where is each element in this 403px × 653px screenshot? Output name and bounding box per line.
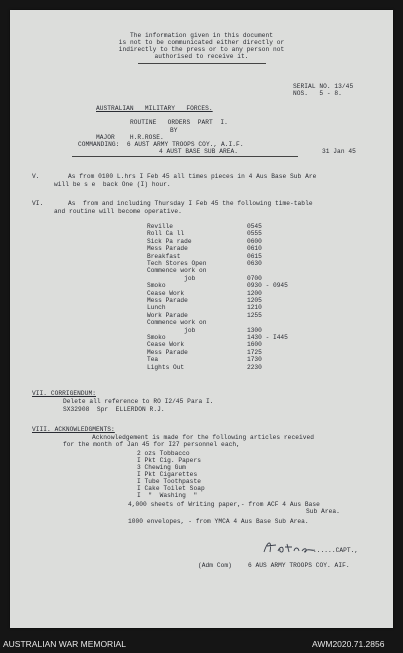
sub-area: 4 AUST BASE SUB AREA. [159, 148, 239, 155]
timetable-event: Work Parade [147, 311, 188, 319]
timetable-time: 1725 [247, 348, 262, 356]
timetable-time: 1430 - I445 [247, 334, 288, 341]
timetable-time: 0600 [247, 237, 262, 245]
order-date: 31 Jan 45 [322, 148, 356, 155]
timetable-time: 0630 [247, 260, 262, 267]
timetable-time: 1205 [247, 297, 262, 304]
timetable-event: job [147, 274, 196, 282]
item-text: and routine will become operative. [54, 208, 182, 215]
timetable-event: Mess Parade [147, 245, 188, 253]
acknowledgments-heading: VIII. ACKNOWLEDGMENTS: [32, 426, 115, 433]
ack-envelopes: 1000 envelopes, - from YMCA 4 Aus Base Sub Area. [128, 518, 309, 525]
notice-line: The information given in this document [130, 32, 273, 39]
footer-bar [0, 633, 403, 653]
timetable-time: 1300 [247, 326, 262, 334]
item-text: will be s e back One (I) hour. [54, 181, 171, 188]
timetable-event: Roll Ca ll [147, 230, 185, 238]
unit-signature: 6 AUS ARMY TROOPS COY. AIF. [248, 562, 350, 569]
timetable-event: Lunch [147, 304, 166, 312]
timetable-event: Cease Work [147, 341, 185, 349]
timetable-time: 0555 [247, 230, 262, 238]
corrigendum-line: SX32908 Spr ELLERDON R.J. [63, 406, 165, 413]
captain-signature-line: ......CAPT., [313, 547, 359, 554]
ack-article: 2 ozs Tobbacco [137, 450, 190, 457]
orders-title: ROUTINE ORDERS PART I. [130, 119, 228, 126]
adm-com: (Adm Com) [198, 562, 232, 569]
timetable-time: 0930 - 0945 [247, 282, 288, 290]
timetable-time: 0610 [247, 245, 262, 253]
timetable-event: Lights Out [147, 363, 185, 371]
timetable-event: job [147, 326, 196, 334]
ack-sheets-cont: Sub Area. [306, 508, 340, 515]
order-numbers: NOS. 5 - 8. [293, 90, 342, 97]
ack-line: Acknowledgement is made for the following articles received [92, 434, 315, 441]
timetable-event: Tech Stores Open [147, 260, 207, 267]
ack-article: I Pkt Cigarettes [137, 471, 198, 478]
timetable-event: Mess Parade [147, 297, 188, 304]
ack-article: I " Washing " [137, 492, 198, 499]
item-text: As from and including Thursday I Feb 45 the following time-table [68, 200, 313, 207]
timetable-event: Commence work on [147, 319, 207, 327]
orders-by: BY [170, 127, 178, 134]
timetable-time: 0615 [247, 252, 262, 260]
timetable-event: Sick Pa rade [147, 237, 192, 245]
timetable-time: 0545 [247, 223, 262, 230]
serial-number: SERIAL NO. 13/45 [293, 83, 354, 90]
timetable-event: Tea [147, 356, 159, 364]
item-number: V. [32, 173, 40, 180]
corrigendum-heading: VII. CORRIGENDUM: [32, 390, 96, 397]
timetable [147, 223, 347, 383]
corrigendum-line: Delete all reference to RO I2/45 Para I. [63, 398, 214, 405]
item-text: As from 0100 L.hrs I Feb 45 all times pieces in 4 Aus Base Sub Are [68, 173, 317, 180]
ack-article: I Cake Toilet Soap [137, 485, 205, 492]
commanding-unit: COMMANDING: 6 AUST ARMY TROOPS COY., A.I.F. [78, 141, 244, 148]
ack-sheets: 4,000 sheets of Writing paper,- from ACF 4 Aus Base [128, 501, 320, 508]
timetable-event: Cease Work [147, 289, 185, 297]
timetable-time: 1255 [247, 311, 262, 319]
timetable-time: 1200 [247, 289, 262, 297]
footer-source: AUSTRALIAN WAR MEMORIAL [3, 639, 126, 649]
ack-article: 3 Chewing Gum [137, 464, 186, 471]
ack-article: I Tube Toothpaste [137, 478, 201, 485]
footer-accession: AWM2020.71.2856 [312, 639, 385, 649]
timetable-time: 2230 [247, 363, 262, 371]
title-rule [72, 156, 298, 157]
timetable-event: Smoko [147, 334, 166, 341]
item-number: VI. [32, 200, 44, 207]
timetable-event: Commence work on [147, 267, 207, 275]
ack-article: I Pkt Cig. Papers [137, 457, 201, 464]
timetable-time: 0700 [247, 274, 262, 282]
notice-line: is not to be communicated either directly or [118, 39, 285, 46]
force-title: AUSTRALIAN MILITARY FORCES. [96, 105, 213, 112]
timetable-event: Reville [147, 223, 173, 230]
timetable-time: 1730 [247, 356, 262, 364]
timetable-event: Mess Parade [147, 348, 188, 356]
timetable-time: 1210 [247, 304, 262, 312]
timetable-event: Breakfast [147, 252, 181, 260]
timetable-event: Smoko [147, 282, 166, 290]
notice-rule [138, 63, 266, 64]
ack-line: for the month of Jan 45 for I27 personnel each, [63, 441, 240, 448]
notice-line: authorised to receive it. [154, 53, 249, 60]
document-page [10, 10, 393, 628]
major-name: MAJOR H.R.ROSE. [96, 134, 164, 141]
notice-line: indirectly to the press or to any person not [118, 46, 285, 53]
timetable-time: 1600 [247, 341, 262, 349]
